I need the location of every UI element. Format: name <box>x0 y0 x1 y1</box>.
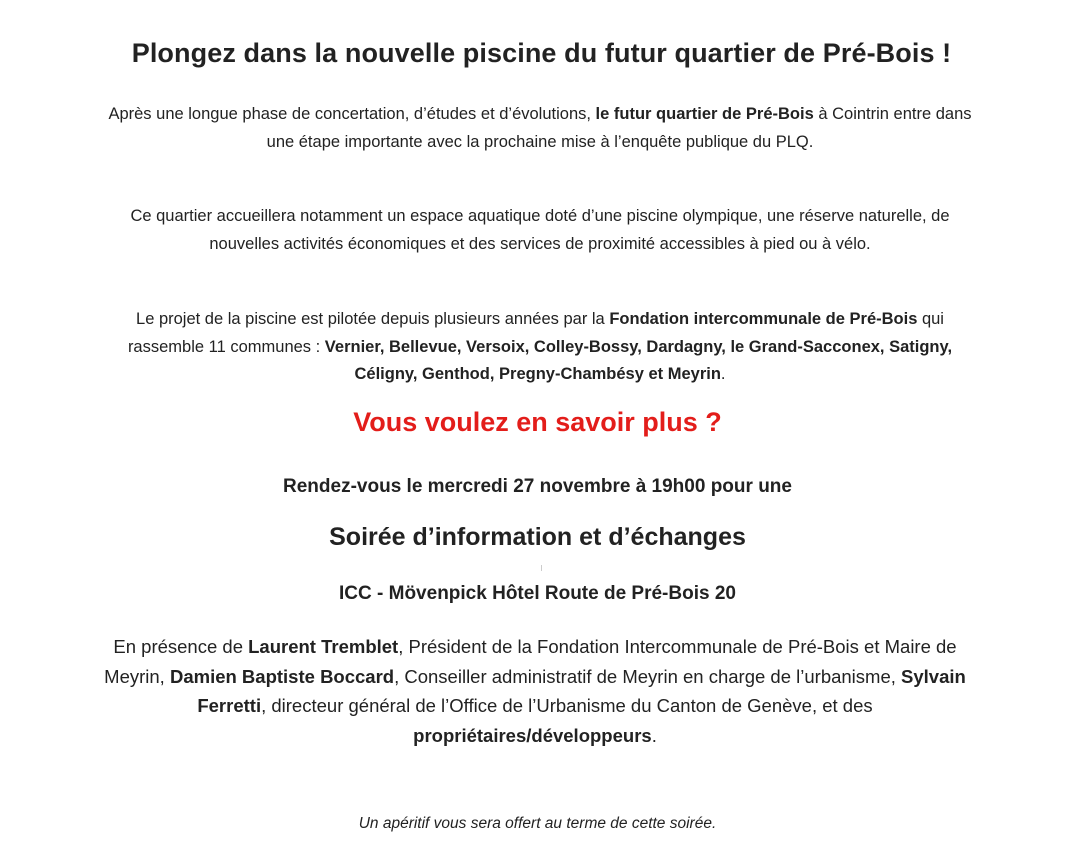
fondation-text-2: qui rassemble 11 communes : <box>127 310 944 356</box>
speaker-proprietaires: propriétaires/développeurs <box>413 724 652 746</box>
speakers-text-4: , directeur général de l’Office de l’Urbanisme du Canton de Genève, et des <box>261 695 873 716</box>
speakers-text-1: En présence de <box>113 636 249 657</box>
scan-speck <box>541 565 542 571</box>
event-location: ICC - Mövenpick Hôtel Route de Pré-Bois 20 <box>339 583 736 604</box>
fondation-text-3: . <box>720 365 726 383</box>
quartier-paragraph: Ce quartier accueillera notamment un espace aquatique doté d’une piscine olympique, une réserve naturelle, de nouvelles activités économiques et des services de proximité accessibles à pied ou à vélo. <box>130 207 950 253</box>
fondation-text-1: Le projet de la piscine est pilotée depuis plusieurs années par la <box>136 310 610 328</box>
speakers-text-2: , Président de la Fondation Intercommunale de Pré-Bois et Maire de Meyrin, <box>104 636 957 687</box>
event-title: Soirée d’information et d’échanges <box>329 523 746 551</box>
speaker-boccard: Damien Baptiste Boccard <box>169 665 395 687</box>
call-to-action-heading: Vous voulez en savoir plus ? <box>353 407 722 437</box>
speakers-paragraph <box>90 632 980 750</box>
speakers-text-3: , Conseiller administratif de Meyrin en charge de l’urbanisme, <box>394 665 902 687</box>
intro-bold-quartier: le futur quartier de Pré-Bois <box>595 105 814 123</box>
intro-text-1: Après une longue phase de concertation, d’études et d’évolutions, <box>108 105 596 123</box>
rendezvous-line: Rendez-vous le mercredi 27 novembre à 19h00 pour une <box>283 476 792 497</box>
aperitif-note: Un apéritif vous sera offert au terme de cette soirée. <box>358 815 717 832</box>
speaker-ferretti: Sylvain Ferretti <box>197 665 966 716</box>
communes-list: Vernier, Bellevue, Versoix, Colley-Bossy, Dardagny, le Grand-Sacconex, Satigny, Céligny, Genthod, Pregny-Chambésy et Meyrin <box>324 337 953 383</box>
intro-paragraph <box>100 101 980 156</box>
document-title: Plongez dans la nouvelle piscine du futur quartier de Pré-Bois ! <box>131 38 952 68</box>
fondation-bold-name: Fondation intercommunale de Pré-Bois <box>609 310 918 328</box>
speakers-text-5: . <box>651 724 657 746</box>
speaker-tremblet: Laurent Tremblet <box>248 636 399 657</box>
fondation-paragraph <box>100 306 980 389</box>
intro-text-2: à Cointrin entre dans une étape importante avec la prochaine mise à l’enquête publique du PLQ. <box>266 105 972 151</box>
